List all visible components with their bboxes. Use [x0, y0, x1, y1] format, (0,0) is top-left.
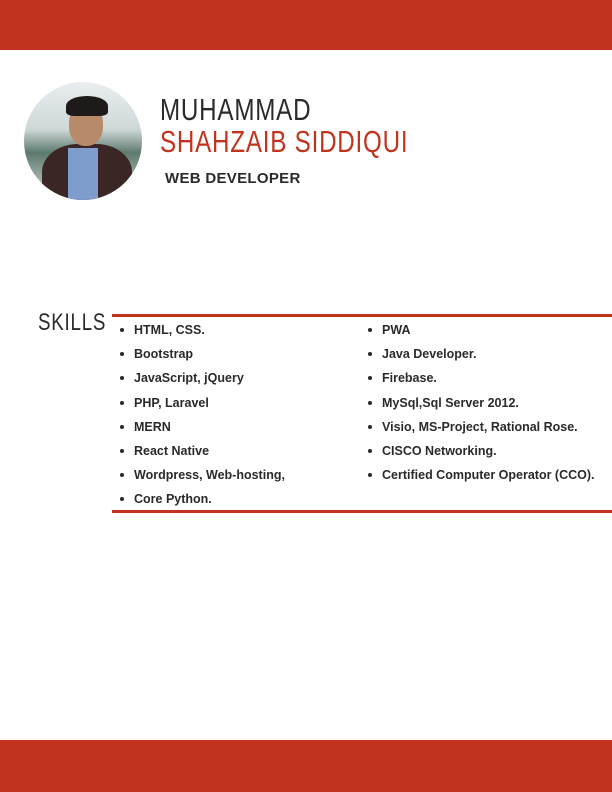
- last-name-text: SHAHZAIB SIDDIQUI: [160, 124, 409, 159]
- last-name: [160, 124, 478, 160]
- skill-item: PHP, Laravel: [120, 395, 285, 419]
- skill-item: MERN: [120, 419, 285, 443]
- job-title: WEB DEVELOPER: [165, 170, 301, 187]
- skill-item: React Native: [120, 443, 285, 467]
- skill-item: Core Python.: [120, 491, 285, 515]
- skill-item: JavaScript, jQuery: [120, 370, 285, 394]
- skills-top-rule: [112, 314, 612, 317]
- skill-item: MySql,Sql Server 2012.: [368, 395, 595, 419]
- skill-item: Bootstrap: [120, 346, 285, 370]
- skill-item: HTML, CSS.: [120, 322, 285, 346]
- skills-list-right: [368, 322, 595, 491]
- photo-shirt: [68, 148, 98, 200]
- photo-hair: [66, 96, 108, 116]
- bottom-accent-bar: [0, 740, 612, 792]
- skill-item: Java Developer.: [368, 346, 595, 370]
- skill-item: Certified Computer Operator (CCO).: [368, 467, 595, 491]
- skills-bottom-rule: [112, 510, 612, 513]
- skill-item: Firebase.: [368, 370, 595, 394]
- skills-list-left: [120, 322, 285, 516]
- skill-item: CISCO Networking.: [368, 443, 595, 467]
- first-name-text: MUHAMMAD: [160, 92, 312, 127]
- first-name: [160, 92, 354, 128]
- skills-heading-text: SKILLS: [38, 309, 107, 336]
- profile-photo: [24, 82, 142, 200]
- skill-item: Wordpress, Web-hosting,: [120, 467, 285, 491]
- skill-item: PWA: [368, 322, 595, 346]
- skill-item: Visio, MS-Project, Rational Rose.: [368, 419, 595, 443]
- top-accent-bar: [0, 0, 612, 50]
